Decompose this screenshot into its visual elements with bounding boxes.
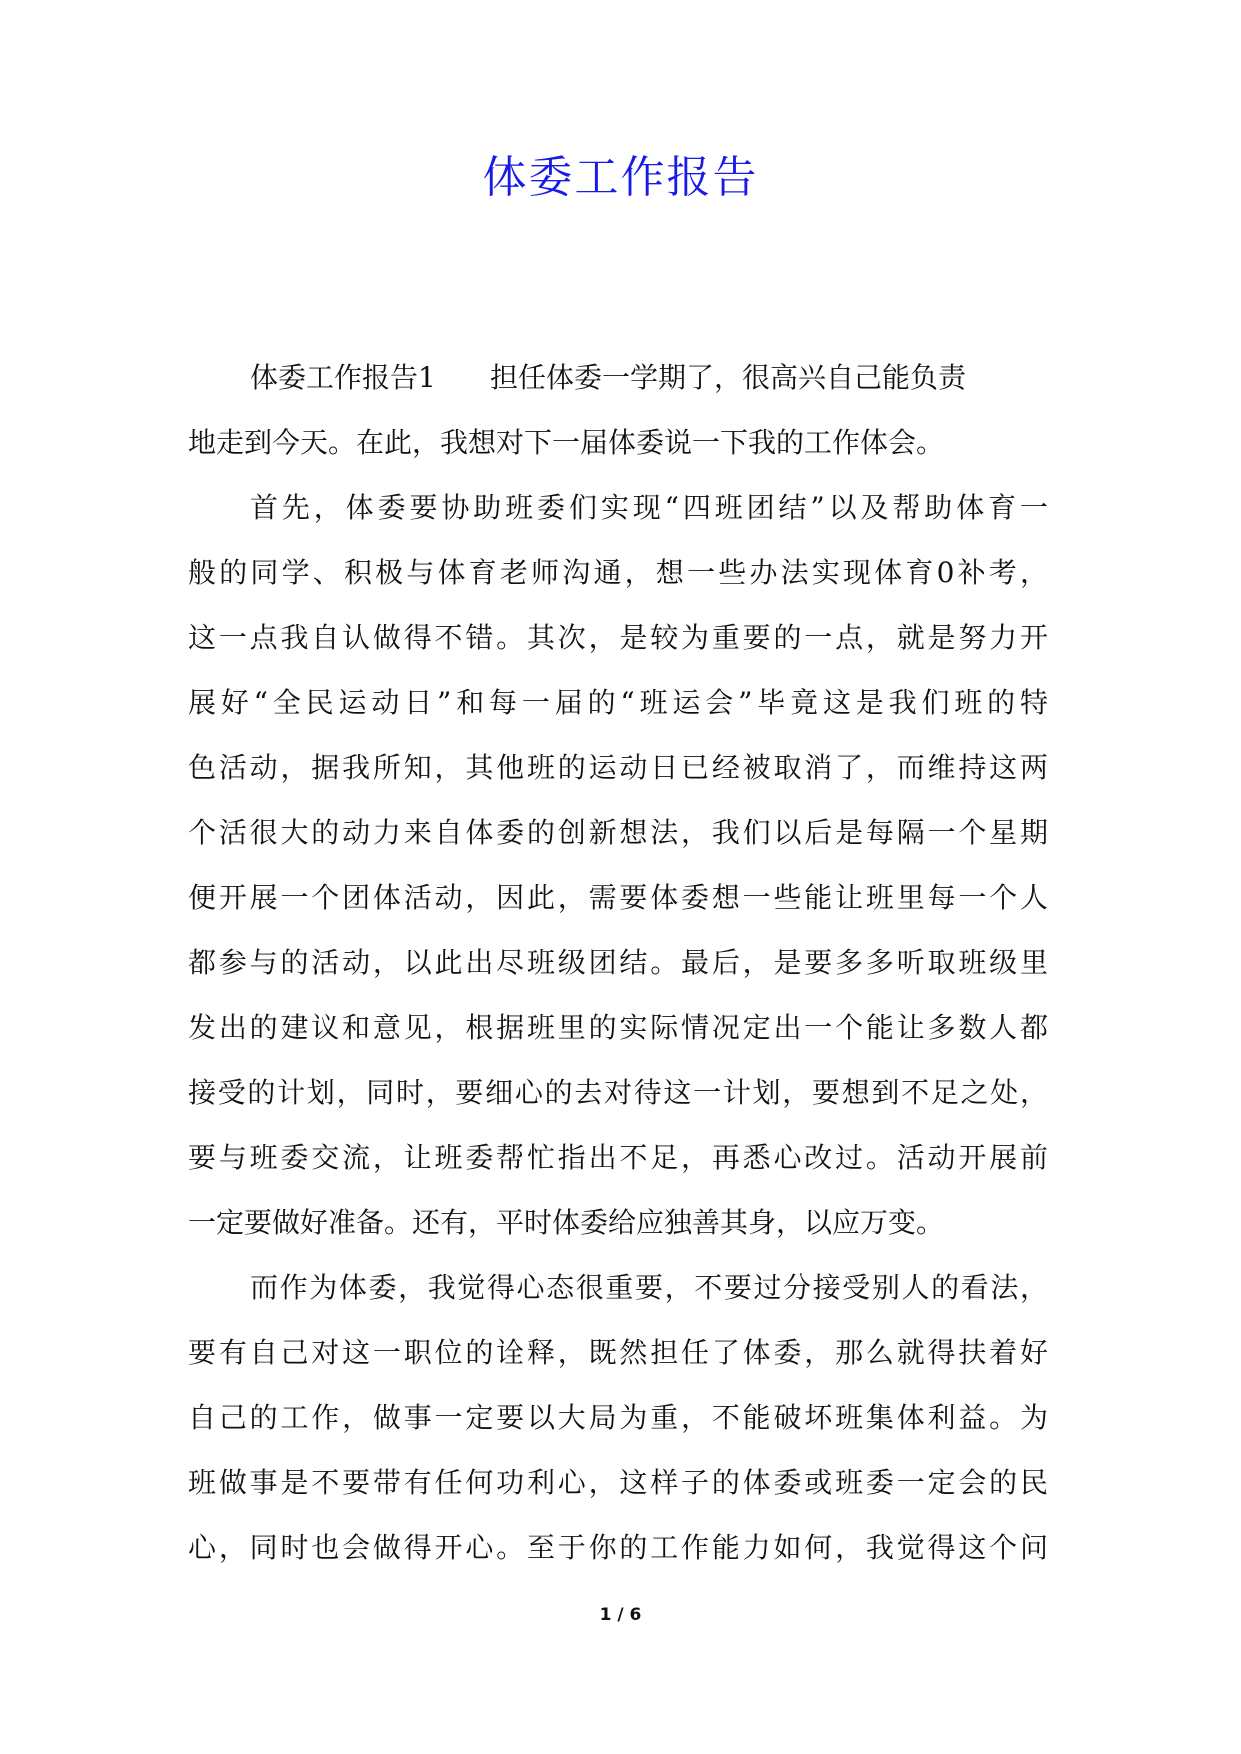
paragraph-2-line-6: 个活很大的动力来自体委的创新想法，我们以后是每隔一个星期 [188,816,1048,849]
paragraph-3-line-3: 自己的工作，做事一定要以大局为重，不能破坏班集体利益。为 [188,1401,1048,1434]
paragraph-2-line-4: 展好“全民运动日”和每一届的“班运会”毕竟这是我们班的特 [188,686,1048,719]
paragraph-1-line-1 [188,345,1048,410]
paragraph-2-line-8: 都参与的活动，以此出尽班级团结。最后，是要多多听取班级里 [188,946,1048,979]
paragraph-2-line-12: 一定要做好准备。还有，平时体委给应独善其身，以应万变。 [188,1206,945,1239]
paragraph-2-line-11: 要与班委交流，让班委帮忙指出不足，再悉心改过。活动开展前 [188,1141,1048,1174]
paragraph-3-line-5: 心，同时也会做得开心。至于你的工作能力如何，我觉得这个问 [188,1531,1048,1564]
paragraph-3-line-4: 班做事是不要带有任何功利心，这样子的体委或班委一定会的民 [188,1466,1048,1499]
paragraph-2-line-7: 便开展一个团体活动，因此，需要体委想一些能让班里每一个人 [188,881,1048,914]
paragraph-2-line-1: 首先，体委要协助班委们实现“四班团结”以及帮助体育一 [250,491,1048,524]
paragraph-2-line-9: 发出的建议和意见，根据班里的实际情况定出一个能让多数人都 [188,1011,1048,1044]
paragraph-2-line-2: 般的同学、积极与体育老师沟通，想一些办法实现体育0补考， [188,556,1048,589]
paragraph-1-line-2: 地走到今天。在此，我想对下一届体委说一下我的工作体会。 [188,426,945,459]
document-title: 体委工作报告 [482,152,759,203]
paragraph-2-line-3: 这一点我自认做得不错。其次，是较为重要的一点，就是努力开 [188,621,1048,654]
paragraph-1-text: 担任体委一学期了，很高兴自己能负责 [490,361,967,394]
document-body [188,345,1048,1580]
paragraph-2-line-5: 色活动，据我所知，其他班的运动日已经被取消了，而维持这两 [188,751,1048,784]
page-number: 1 / 6 [599,1605,642,1625]
section-heading: 体委工作报告1 [250,361,436,394]
paragraph-3-line-1: 而作为体委，我觉得心态很重要，不要过分接受别人的看法， [250,1271,1048,1304]
paragraph-2-line-10: 接受的计划，同时，要细心的去对待这一计划，要想到不足之处， [188,1076,1048,1109]
paragraph-3-line-2: 要有自己对这一职位的诠释，既然担任了体委，那么就得扶着好 [188,1336,1048,1369]
